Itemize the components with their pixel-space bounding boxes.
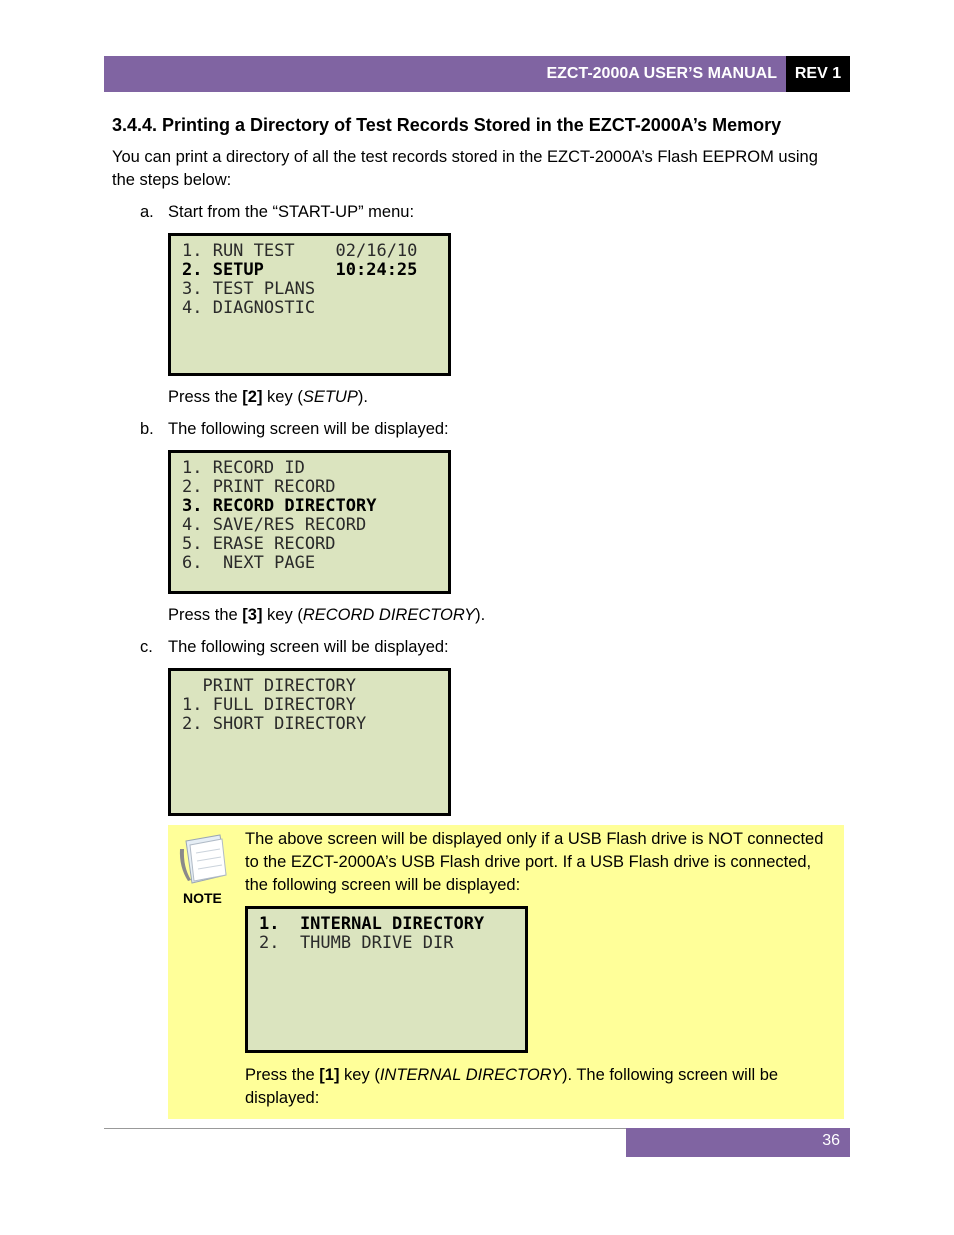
press-text: Press the (168, 388, 243, 406)
lcd-line: 6. NEXT PAGE (182, 553, 316, 573)
step-a-press (168, 386, 368, 409)
revision-badge: REV 1 (786, 56, 850, 92)
key-function: INTERNAL DIRECTORY (379, 1066, 562, 1084)
press-text: ). (475, 606, 486, 624)
step-a-letter: a. (140, 203, 154, 221)
press-text: key ( (262, 606, 303, 624)
section-heading: 3.4.4. Printing a Directory of Test Records Stored in the EZCT-2000A’s Memory (112, 115, 782, 135)
step-c-text: The following screen will be displayed: (168, 638, 449, 656)
press-text: ). The following screen will be (561, 1066, 779, 1084)
step-a-text: Start from the “START-UP” menu: (168, 203, 415, 221)
key-function: RECORD DIRECTORY (302, 606, 476, 624)
intro-line-1: You can print a directory of all the test records stored in the EZCT-2000A’s Flash EEPROM using (112, 148, 818, 166)
lcd-note-directory (245, 906, 528, 1053)
lcd-line: 1. RECORD ID (182, 458, 305, 478)
key-label: [1] (319, 1066, 340, 1084)
note-press-line-2: displayed: (245, 1089, 320, 1107)
note-press (245, 1064, 778, 1087)
lcd-line-selected: 3. RECORD DIRECTORY (182, 496, 377, 516)
lcd-line: PRINT DIRECTORY (182, 676, 356, 696)
note-line-3: the following screen will be displayed: (245, 876, 521, 894)
key-label: [3] (242, 606, 263, 624)
press-text: ). (357, 388, 368, 406)
footer-bar (626, 1128, 850, 1157)
page-number: 36 (822, 1132, 840, 1149)
lcd-line: 1. RUN TEST 02/16/10 (182, 241, 418, 261)
press-text: Press the (245, 1066, 320, 1084)
lcd-line: 3. TEST PLANS (182, 279, 316, 299)
press-text: key ( (339, 1066, 380, 1084)
lcd-line: 4. SAVE/RES RECORD (182, 515, 367, 535)
step-c-letter: c. (140, 638, 153, 656)
note-box (168, 825, 844, 1119)
lcd-line: 5. ERASE RECORD (182, 534, 336, 554)
step-b-press (168, 604, 485, 627)
note-label: NOTE (183, 890, 222, 906)
lcd-line: 2. SHORT DIRECTORY (182, 714, 367, 734)
lcd-line-selected: 1. INTERNAL DIRECTORY (259, 914, 485, 934)
key-function: SETUP (302, 388, 358, 406)
lcd-startup-menu (168, 233, 451, 376)
lcd-line: 2. THUMB DRIVE DIR (259, 933, 454, 953)
lcd-line: 2. PRINT RECORD (182, 477, 336, 497)
note-line-1: The above screen will be displayed only if a USB Flash drive is NOT connected (245, 830, 824, 848)
lcd-print-directory (168, 668, 451, 816)
press-text: Press the (168, 606, 243, 624)
intro-line-2: the steps below: (112, 171, 232, 189)
step-b-text: The following screen will be displayed: (168, 420, 449, 438)
lcd-setup-menu (168, 450, 451, 594)
step-b-letter: b. (140, 420, 154, 438)
key-label: [2] (242, 388, 263, 406)
lcd-line: 1. FULL DIRECTORY (182, 695, 356, 715)
manual-title: EZCT-2000A USER’S MANUAL (546, 65, 777, 82)
note-line-2: to the EZCT-2000A’s USB Flash drive port. If a USB Flash drive is connected, (245, 853, 812, 871)
notepad-icon (176, 831, 232, 887)
lcd-line-selected: 2. SETUP 10:24:25 (182, 260, 418, 280)
lcd-line: 4. DIAGNOSTIC (182, 298, 316, 318)
press-text: key ( (262, 388, 303, 406)
header-bar (104, 56, 850, 92)
